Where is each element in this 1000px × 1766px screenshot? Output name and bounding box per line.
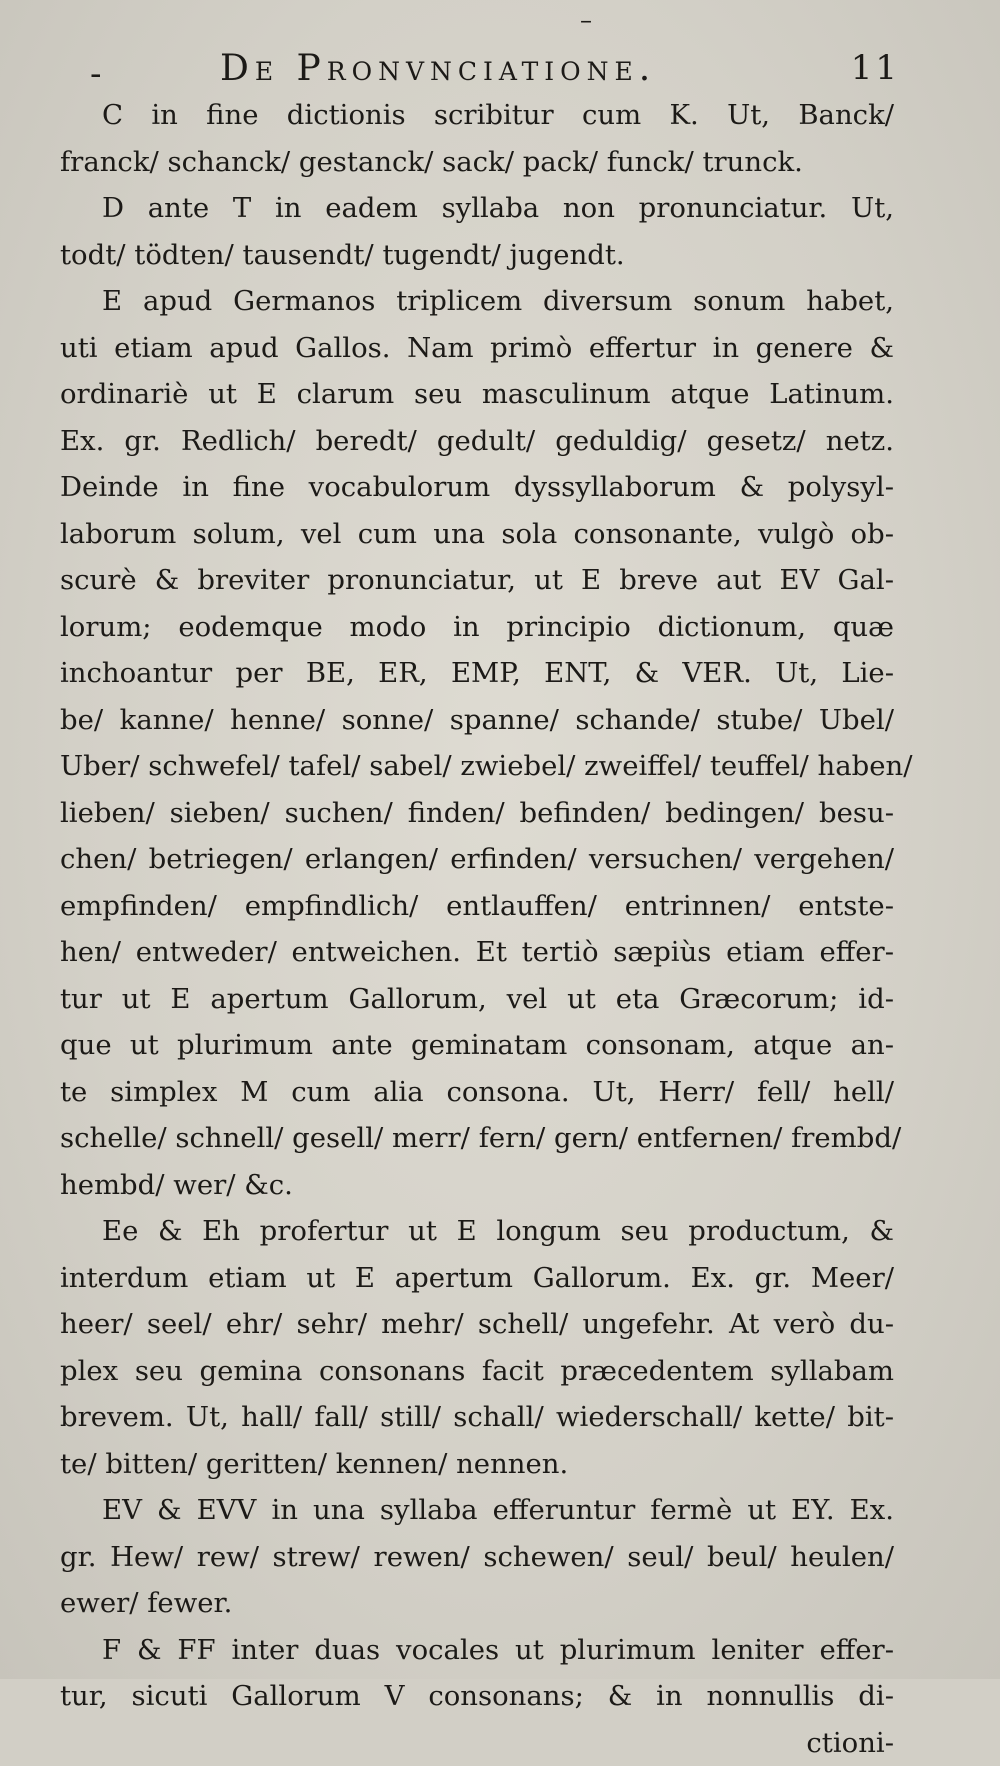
text-line: C in fine dictionis scribitur cum K. Ut, Banck/ <box>60 92 894 139</box>
top-mark: – <box>580 6 592 34</box>
text-line: Ex. gr. Redlich/ beredt/ gedult/ geduldig/ gesetz/ netz. <box>60 418 894 465</box>
text-line: Uber/ schwefel/ tafel/ sabel/ zwiebel/ zweiffel/ teuffel/ haben/ <box>60 743 894 790</box>
text-line: hen/ entweder/ entweichen. Et tertiò sæpiùs etiam effer- <box>60 929 894 976</box>
running-title: De Pronvnciatione. <box>220 48 656 89</box>
text-line: EV & EVV in una syllaba efferuntur fermè ut EY. Ex. <box>60 1487 894 1534</box>
body-text <box>60 92 894 1766</box>
text-line: brevem. Ut, hall/ fall/ still/ schall/ wiederschall/ kette/ bit- <box>60 1394 894 1441</box>
text-line: laborum solum, vel cum una sola consonante, vulgò ob- <box>60 511 894 558</box>
text-line: Deinde in fine vocabulorum dyssyllaborum & polysyl- <box>60 464 894 511</box>
page-number: 11 <box>851 48 900 88</box>
text-line: E apud Germanos triplicem diversum sonum habet, <box>60 278 894 325</box>
text-line: uti etiam apud Gallos. Nam primò effertur in genere & <box>60 325 894 372</box>
text-line: lieben/ sieben/ suchen/ finden/ befinden/ bedingen/ besu- <box>60 790 894 837</box>
page-header <box>60 48 900 94</box>
text-line: chen/ betriegen/ erlangen/ erfinden/ versuchen/ vergehen/ <box>60 836 894 883</box>
text-line: heer/ seel/ ehr/ sehr/ mehr/ schell/ ungefehr. At verò du- <box>60 1301 894 1348</box>
text-line: F & FF inter duas vocales ut plurimum leniter effer- <box>60 1627 894 1674</box>
text-line: lorum; eodemque modo in principio dictionum, quæ <box>60 604 894 651</box>
text-line: empfinden/ empfindlich/ entlauffen/ entrinnen/ entste- <box>60 883 894 930</box>
text-line: ordinariè ut E clarum seu masculinum atque Latinum. <box>60 371 894 418</box>
text-line: Ee & Eh profertur ut E longum seu productum, & <box>60 1208 894 1255</box>
text-line: be/ kanne/ henne/ sonne/ spanne/ schande/ stube/ Ubel/ <box>60 697 894 744</box>
text-line: gr. Hew/ rew/ strew/ rewen/ schewen/ seul/ beul/ heulen/ <box>60 1534 894 1581</box>
text-line: scurè & breviter pronunciatur, ut E breve aut EV Gal- <box>60 557 894 604</box>
text-line: hembd/ wer/ &c. <box>60 1162 894 1209</box>
text-line: inchoantur per BE, ER, EMP, ENT, & VER. Ut, Lie- <box>60 650 894 697</box>
text-line: franck/ schanck/ gestanck/ sack/ pack/ funck/ trunck. <box>60 139 894 186</box>
text-line: plex seu gemina consonans facit præcedentem syllabam <box>60 1348 894 1395</box>
text-line: D ante T in eadem syllaba non pronunciatur. Ut, <box>60 185 894 232</box>
text-line: te simplex M cum alia consona. Ut, Herr/ fell/ hell/ <box>60 1069 894 1116</box>
header-dash: - <box>90 54 102 94</box>
text-line: interdum etiam ut E apertum Gallorum. Ex. gr. Meer/ <box>60 1255 894 1302</box>
text-line: ewer/ fewer. <box>60 1580 894 1627</box>
text-line: tur, sicuti Gallorum V consonans; & in nonnullis di- <box>60 1673 894 1720</box>
catchword: ctioni- <box>60 1720 894 1766</box>
text-line: tur ut E apertum Gallorum, vel ut eta Græcorum; id- <box>60 976 894 1023</box>
text-line: todt/ tödten/ tausendt/ tugendt/ jugendt. <box>60 232 894 279</box>
text-line: que ut plurimum ante geminatam consonam, atque an- <box>60 1022 894 1069</box>
text-line: schelle/ schnell/ gesell/ merr/ fern/ gern/ entfernen/ frembd/ <box>60 1115 894 1162</box>
text-line: te/ bitten/ geritten/ kennen/ nennen. <box>60 1441 894 1488</box>
